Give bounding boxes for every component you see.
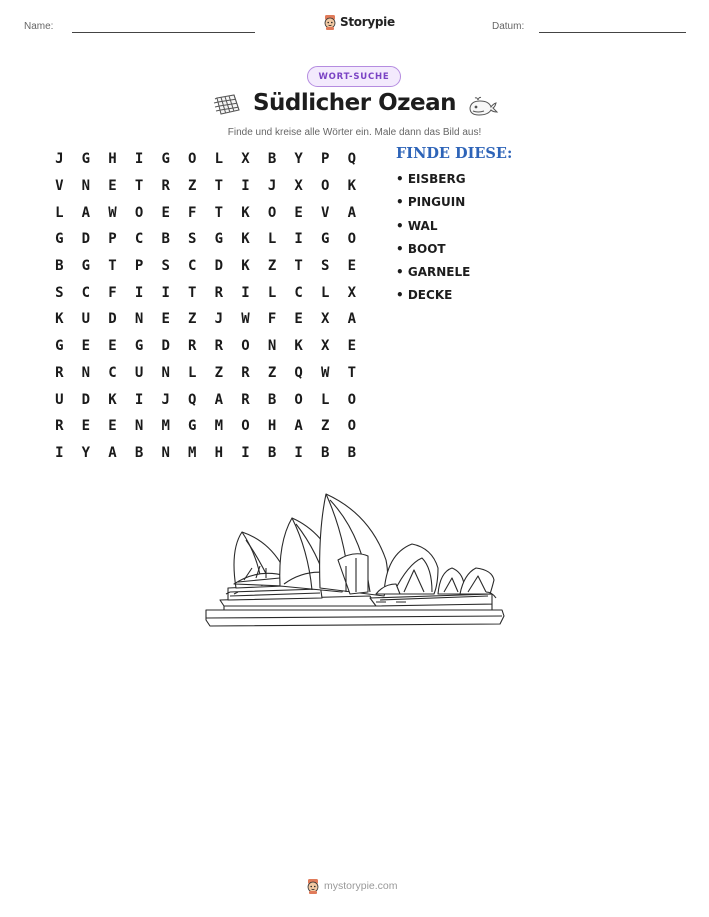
grid-letter[interactable]: L [188, 364, 197, 381]
grid-row [46, 226, 365, 253]
grid-letter[interactable]: G [161, 151, 170, 168]
grid-letter[interactable]: Z [214, 364, 224, 381]
name-label: Name: [24, 21, 54, 32]
grid-letter[interactable]: I [134, 284, 144, 301]
grid-letter[interactable]: N [161, 364, 170, 381]
grid-letter[interactable]: O [347, 418, 357, 435]
grid-letter[interactable]: X [241, 151, 250, 168]
grid-letter[interactable]: E [161, 311, 170, 328]
grid-letter[interactable]: B [55, 258, 64, 275]
grid-letter[interactable]: A [294, 418, 303, 435]
grid-letter[interactable]: R [241, 391, 250, 408]
grid-letter[interactable]: U [55, 391, 64, 408]
grid-letter[interactable]: H [267, 418, 277, 435]
grid-letter[interactable]: L [321, 391, 330, 408]
footer [306, 878, 398, 894]
grid-letter[interactable]: J [55, 151, 64, 168]
grid-letter[interactable]: B [347, 444, 357, 461]
grid-letter[interactable]: Z [188, 311, 197, 328]
grid-letter[interactable]: L [321, 284, 330, 301]
grid-letter[interactable]: K [294, 338, 303, 355]
brand-name: Storypie [340, 15, 395, 29]
grid-letter[interactable]: P [134, 258, 144, 275]
grid-letter[interactable]: L [214, 151, 224, 168]
grid-letter[interactable]: L [267, 231, 277, 248]
grid-letter[interactable]: L [55, 204, 64, 221]
grid-row [46, 440, 365, 467]
grid-letter[interactable]: Y [81, 444, 91, 461]
grid-letter[interactable]: T [294, 258, 303, 275]
grid-row [46, 173, 365, 200]
grid-letter[interactable]: A [81, 204, 91, 221]
grid-letter[interactable]: U [134, 364, 144, 381]
grid-letter[interactable]: T [347, 364, 357, 381]
grid-letter[interactable]: A [108, 444, 117, 461]
grid-letter[interactable]: C [294, 284, 303, 301]
grid-letter[interactable]: I [241, 444, 250, 461]
grid-letter[interactable]: E [108, 338, 117, 355]
grid-letter[interactable]: T [214, 204, 224, 221]
grid-letter[interactable]: G [55, 231, 64, 248]
grid-letter[interactable]: A [347, 311, 357, 328]
grid-letter[interactable]: A [214, 391, 224, 408]
grid-row [46, 253, 365, 280]
grid-letter[interactable]: A [347, 204, 357, 221]
grid-letter[interactable]: N [267, 338, 277, 355]
grid-row [46, 333, 365, 360]
grid-letter[interactable]: O [241, 338, 250, 355]
word-item: • DECKE [396, 288, 453, 303]
grid-letter[interactable]: R [55, 364, 64, 381]
grid-letter[interactable]: D [161, 338, 170, 355]
grid-row [46, 146, 365, 173]
grid-letter[interactable]: H [108, 151, 117, 168]
grid-letter[interactable]: T [188, 284, 197, 301]
grid-letter[interactable]: W [108, 204, 117, 221]
grid-letter[interactable]: I [55, 444, 64, 461]
grid-letter[interactable]: G [81, 258, 91, 275]
grid-letter[interactable]: S [161, 258, 170, 275]
grid-letter[interactable]: G [188, 418, 197, 435]
grid-letter[interactable]: G [81, 151, 91, 168]
grid-letter[interactable]: M [214, 418, 224, 435]
grid-letter[interactable]: X [347, 284, 357, 301]
word-item: • PINGUIN [396, 195, 466, 210]
grid-letter[interactable]: E [81, 418, 91, 435]
grid-letter[interactable]: Z [267, 364, 277, 381]
grid-letter[interactable]: C [108, 364, 117, 381]
grid-letter[interactable]: T [134, 178, 144, 195]
grid-letter[interactable]: O [294, 391, 303, 408]
footer-url[interactable]: mystorypie.com [324, 880, 398, 892]
grid-letter[interactable]: N [81, 178, 91, 195]
grid-letter[interactable]: V [55, 178, 64, 195]
grid-letter[interactable]: E [347, 258, 357, 275]
grid-letter[interactable]: B [161, 231, 170, 248]
grid-letter[interactable]: T [108, 258, 117, 275]
grid-row [46, 413, 365, 440]
grid-letter[interactable]: B [267, 444, 277, 461]
grid-letter[interactable]: O [134, 204, 144, 221]
grid-letter[interactable]: B [321, 444, 330, 461]
grid-letter[interactable]: C [81, 284, 91, 301]
grid-letter[interactable]: O [347, 391, 357, 408]
grid-letter[interactable]: K [108, 391, 117, 408]
word-item: • WAL [396, 218, 438, 233]
word-item: • EISBERG [396, 172, 466, 186]
grid-letter[interactable]: F [108, 284, 117, 301]
grid-letter[interactable]: W [321, 364, 330, 381]
storypie-mascot-icon [323, 14, 337, 30]
grid-letter[interactable]: S [321, 258, 330, 275]
grid-letter[interactable]: D [81, 231, 91, 248]
grid-row [46, 279, 365, 306]
grid-letter[interactable]: V [321, 204, 330, 221]
grid-letter[interactable]: J [267, 178, 277, 195]
grid-letter[interactable]: E [347, 338, 357, 355]
grid-letter[interactable]: I [294, 231, 303, 248]
grid-letter[interactable]: M [161, 418, 170, 435]
date-label: Datum: [492, 21, 525, 32]
grid-letter[interactable]: Z [267, 258, 277, 275]
date-line[interactable] [539, 32, 686, 33]
whale-icon [467, 96, 499, 118]
grid-letter[interactable]: H [214, 444, 224, 461]
grid-letter[interactable]: G [321, 231, 330, 248]
grid-letter[interactable]: S [55, 284, 64, 301]
grid-letter[interactable]: D [108, 311, 117, 328]
grid-letter[interactable]: P [108, 231, 117, 248]
grid-letter[interactable]: N [134, 418, 144, 435]
grid-letter[interactable]: Z [321, 418, 330, 435]
grid-letter[interactable]: F [267, 311, 277, 328]
opera-house-illustration [200, 488, 510, 636]
grid-letter[interactable]: N [81, 364, 91, 381]
grid-letter[interactable]: R [188, 338, 197, 355]
brand-logo [323, 14, 395, 30]
grid-letter[interactable]: N [134, 311, 144, 328]
activity-badge: WORT-SUCHE [307, 66, 401, 87]
grid-letter[interactable]: T [214, 178, 224, 195]
grid-letter[interactable]: G [134, 338, 144, 355]
grid-letter[interactable]: W [241, 311, 250, 328]
grid-letter[interactable]: E [294, 204, 303, 221]
grid-letter[interactable]: K [241, 231, 250, 248]
word-item: • BOOT [396, 241, 446, 256]
grid-letter[interactable]: J [161, 391, 170, 408]
grid-letter[interactable]: B [267, 151, 277, 168]
grid-letter[interactable]: R [241, 364, 250, 381]
grid-letter[interactable]: E [81, 338, 91, 355]
grid-letter[interactable]: N [161, 444, 170, 461]
grid-letter[interactable]: O [321, 178, 330, 195]
grid-letter[interactable]: Q [347, 151, 357, 168]
grid-letter[interactable]: L [267, 284, 277, 301]
grid-letter[interactable]: O [241, 418, 250, 435]
grid-letter[interactable]: Q [188, 391, 197, 408]
grid-letter[interactable]: K [347, 178, 357, 195]
grid-letter[interactable]: X [321, 338, 330, 355]
grid-letter[interactable]: P [321, 151, 330, 168]
grid-letter[interactable]: G [214, 231, 224, 248]
grid-letter[interactable]: B [134, 444, 144, 461]
grid-letter[interactable]: O [267, 204, 277, 221]
name-line[interactable] [72, 32, 255, 33]
grid-letter[interactable]: E [161, 204, 170, 221]
grid-letter[interactable]: I [241, 178, 250, 195]
grid-letter[interactable]: J [214, 311, 224, 328]
grid-letter[interactable]: D [81, 391, 91, 408]
grid-letter[interactable]: M [188, 444, 197, 461]
grid-letter[interactable]: B [267, 391, 277, 408]
storypie-mascot-icon [306, 878, 320, 894]
word-item: • GARNELE [396, 265, 471, 280]
grid-letter[interactable]: C [134, 231, 144, 248]
grid-row [46, 386, 365, 413]
grid-letter[interactable]: D [214, 258, 224, 275]
grid-letter[interactable]: Q [294, 364, 303, 381]
grid-letter[interactable]: G [55, 338, 64, 355]
page-title: Südlicher Ozean [252, 90, 457, 116]
grid-row [46, 199, 365, 226]
word-search-grid[interactable] [46, 146, 365, 466]
grid-letter[interactable]: E [108, 418, 117, 435]
grid-letter[interactable]: Y [294, 151, 303, 168]
grid-letter[interactable]: I [134, 151, 144, 168]
find-list-title: FINDE DIESE: [396, 145, 513, 162]
grid-letter[interactable]: K [241, 258, 250, 275]
grid-letter[interactable]: I [294, 444, 303, 461]
grid-letter[interactable]: R [161, 178, 170, 195]
grid-letter[interactable]: R [214, 338, 224, 355]
grid-letter[interactable]: E [108, 178, 117, 195]
grid-letter[interactable]: U [81, 311, 91, 328]
grid-row [46, 306, 365, 333]
grid-letter[interactable]: C [188, 258, 197, 275]
grid-letter[interactable]: I [241, 284, 250, 301]
grid-row [46, 360, 365, 387]
grid-letter[interactable]: R [55, 418, 64, 435]
grid-letter[interactable]: F [188, 204, 197, 221]
word-list [396, 172, 470, 312]
grid-letter[interactable]: O [188, 151, 197, 168]
grid-letter[interactable]: K [241, 204, 250, 221]
grid-letter[interactable]: X [294, 178, 303, 195]
grid-letter[interactable]: I [161, 284, 170, 301]
grid-letter[interactable]: I [134, 391, 144, 408]
grid-letter[interactable]: X [321, 311, 330, 328]
grid-letter[interactable]: S [188, 231, 197, 248]
grid-letter[interactable]: O [347, 231, 357, 248]
grid-letter[interactable]: K [55, 311, 64, 328]
grid-letter[interactable]: Z [188, 178, 197, 195]
grid-letter[interactable]: E [294, 311, 303, 328]
instructions: Finde und kreise alle Wörter ein. Male dann das Bild aus! [227, 127, 482, 138]
grid-letter[interactable]: R [214, 284, 224, 301]
